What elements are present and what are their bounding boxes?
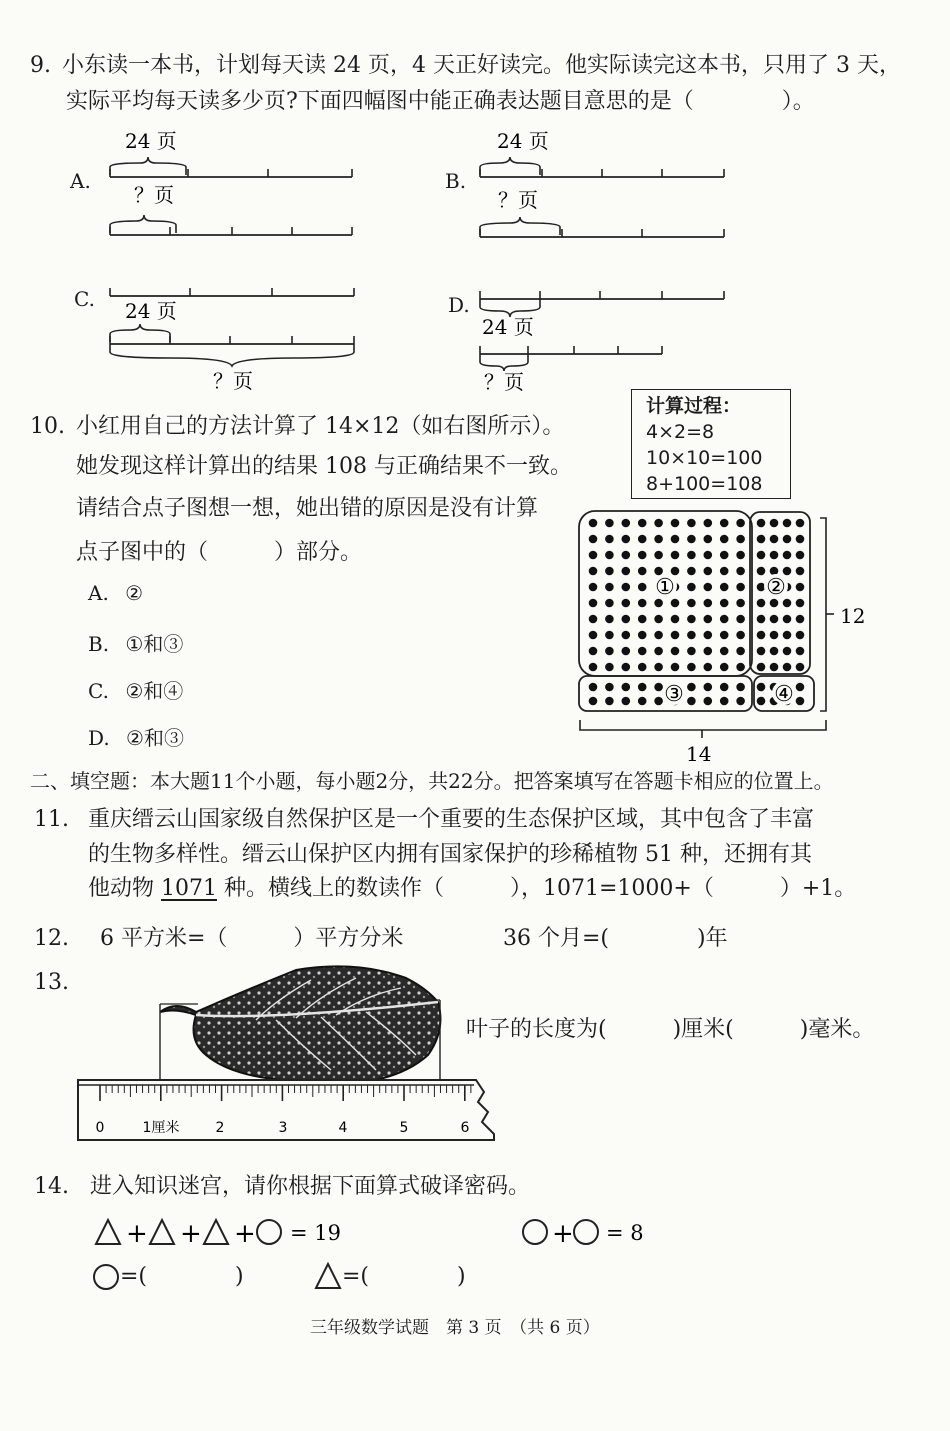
q10-option-a-text: ②: [125, 581, 144, 605]
dot: [796, 615, 805, 624]
calc-process-box: [631, 389, 791, 499]
dot: [589, 583, 598, 592]
q10-text-line1: 小红用自己的方法计算了 14×12（如右图所示）。: [76, 414, 565, 439]
dot: [605, 683, 614, 692]
dot: [638, 647, 647, 656]
dot: [671, 663, 680, 672]
q9-a-top-label: 24 页: [125, 129, 177, 153]
dot: [770, 663, 779, 672]
ruler-label-5: 5: [399, 1120, 409, 1136]
dot: [757, 551, 766, 560]
q14-number: 14.: [34, 1174, 69, 1199]
dot: [654, 663, 663, 672]
dot: [589, 647, 598, 656]
dot: [638, 615, 647, 624]
dot: [605, 697, 614, 706]
dot: [638, 631, 647, 640]
dot: [638, 683, 647, 692]
dot: [589, 683, 598, 692]
dot: [736, 647, 745, 656]
q10-option-c[interactable]: [88, 675, 183, 704]
dot: [687, 551, 696, 560]
dot: [687, 567, 696, 576]
dot: [720, 535, 729, 544]
dot: [720, 551, 729, 560]
calc-line-2: 10×10=100: [646, 447, 763, 469]
dot: [638, 599, 647, 608]
ruler: [78, 1080, 494, 1140]
circle-icon: [257, 1220, 281, 1244]
dot: [796, 551, 805, 560]
dot: [770, 631, 779, 640]
dot: [736, 583, 745, 592]
dot: [736, 683, 745, 692]
dot: [605, 583, 614, 592]
q9-text-line2: 实际平均每天读多少页?下面四幅图中能正确表达题目意思的是（ ）。: [66, 89, 815, 114]
ruler-label-4: 4: [338, 1120, 348, 1136]
dot-array-diagram: [574, 506, 874, 776]
dot: [687, 583, 696, 592]
dot: [796, 697, 805, 706]
q13-question-text: 叶子的长度为( )厘米( )毫米。: [466, 1017, 875, 1042]
q9-number: 9.: [30, 53, 51, 78]
dot: [736, 599, 745, 608]
dot: [770, 551, 779, 560]
answer-circle-icon: [92, 1263, 122, 1293]
q9-option-c-letter[interactable]: C.: [74, 287, 95, 311]
region-3-label: ③: [664, 682, 684, 707]
dot: [757, 583, 766, 592]
dot: [757, 697, 766, 706]
dot: [654, 631, 663, 640]
dot: [622, 647, 631, 656]
triangle-icon: [204, 1220, 228, 1244]
dot: [704, 567, 713, 576]
triangle-icon: [96, 1220, 120, 1244]
dot: [796, 631, 805, 640]
dot: [736, 697, 745, 706]
dot: [770, 647, 779, 656]
ruler-label-6: 6: [460, 1120, 470, 1136]
dot: [622, 631, 631, 640]
plus-sign-4: +: [552, 1219, 574, 1249]
q10-text-line2: 她发现这样计算出的结果 108 与正确结果不一致。: [76, 454, 572, 479]
dot: [605, 567, 614, 576]
leaf-image: [160, 966, 440, 1082]
dot: [589, 551, 598, 560]
dot: [720, 519, 729, 528]
q10-option-d-text: ②和③: [126, 726, 184, 750]
dot: [638, 663, 647, 672]
dot: [638, 519, 647, 528]
q10-option-a[interactable]: [88, 581, 143, 605]
dot: [796, 535, 805, 544]
dot: [783, 551, 792, 560]
q9-d-bottom-label: ？页: [484, 370, 524, 394]
q10-option-d[interactable]: [88, 722, 184, 751]
region-4-label: ④: [774, 682, 794, 707]
q12-part1: 6 平方米=（ ）平方分米: [100, 926, 404, 951]
dot: [796, 567, 805, 576]
dot: [589, 697, 598, 706]
q9-d-top-label: 24 页: [482, 315, 534, 339]
dot: [770, 615, 779, 624]
dot: [736, 663, 745, 672]
dot: [796, 599, 805, 608]
q11-line3-start: 他动物: [88, 876, 161, 901]
dot: [589, 567, 598, 576]
dot: [796, 519, 805, 528]
q10-option-d-letter: D.: [88, 726, 110, 750]
side-12-label: 12: [840, 604, 866, 628]
q13-number: 13.: [34, 970, 69, 995]
q10-option-b-letter: B.: [88, 632, 110, 656]
dot: [757, 663, 766, 672]
q9-b-top-label: 24 页: [497, 129, 549, 153]
q11-text-line3: [88, 875, 856, 903]
eq1-result: = 19: [290, 1221, 341, 1245]
dot: [720, 697, 729, 706]
circle-icon: [574, 1220, 598, 1244]
leaf-ruler-figure: [76, 960, 506, 1145]
dot: [783, 535, 792, 544]
dot: [704, 535, 713, 544]
dot: [589, 615, 598, 624]
dot: [687, 519, 696, 528]
calc-line-3: 8+100=108: [646, 473, 763, 495]
q9-option-a-diagram: [100, 125, 380, 255]
q10-option-c-letter: C.: [88, 679, 109, 703]
dot: [783, 663, 792, 672]
dot: [687, 615, 696, 624]
q12-number: 12.: [34, 926, 69, 951]
q9-c-top-label: 24 页: [125, 299, 177, 323]
q9-c-bottom-label: ？页: [213, 369, 253, 393]
dot: [704, 615, 713, 624]
dot: [654, 551, 663, 560]
q10-text-line3: 请结合点子图想一想，她出错的原因是没有计算: [76, 496, 539, 521]
dot: [622, 535, 631, 544]
dot: [605, 615, 614, 624]
dot: [720, 647, 729, 656]
dot: [783, 567, 792, 576]
dot: [638, 583, 647, 592]
calc-line-1: 4×2=8: [646, 421, 715, 443]
dot: [770, 519, 779, 528]
q14-intro: 进入知识迷宫，请你根据下面算式破译密码。: [90, 1174, 531, 1199]
dot: [622, 663, 631, 672]
dot: [736, 551, 745, 560]
dot: [622, 519, 631, 528]
dot: [605, 663, 614, 672]
dot: [671, 551, 680, 560]
dot: [605, 647, 614, 656]
dot: [770, 535, 779, 544]
region-1-label: ①: [655, 575, 675, 600]
dot: [605, 535, 614, 544]
dot: [638, 697, 647, 706]
dot: [720, 631, 729, 640]
q11-line3-end: 种。横线上的数读作（ ），1071=1000+（ ）+1。: [217, 876, 857, 901]
q11-number: 11.: [34, 807, 69, 832]
dot: [589, 599, 598, 608]
dot: [757, 535, 766, 544]
dot: [622, 551, 631, 560]
ruler-label-0: 0: [95, 1120, 105, 1136]
dot: [687, 683, 696, 692]
q9-option-b-letter[interactable]: B.: [445, 169, 467, 193]
dot: [671, 615, 680, 624]
dot: [622, 583, 631, 592]
dot: [704, 631, 713, 640]
dot: [589, 631, 598, 640]
dot: [654, 615, 663, 624]
dot: [638, 567, 647, 576]
dot: [704, 551, 713, 560]
q11-underlined-number: 1071: [161, 876, 217, 901]
dot: [783, 647, 792, 656]
q9-text-line1: 小东读一本书，计划每天读 24 页，4 天正好读完。他实际读完这本书，只用了 3 天，: [62, 53, 901, 78]
dot: [720, 599, 729, 608]
dot: [720, 663, 729, 672]
ruler-label-1: 1厘米: [142, 1120, 180, 1136]
dot: [757, 615, 766, 624]
q12-part2: 36 个月=( )年: [503, 926, 728, 951]
q10-option-b[interactable]: [88, 628, 183, 657]
dot: [757, 631, 766, 640]
dot: [783, 631, 792, 640]
dot: [757, 567, 766, 576]
dot: [736, 535, 745, 544]
ruler-label-2: 2: [215, 1120, 225, 1136]
dot: [704, 697, 713, 706]
q9-a-bottom-label: ？页: [134, 183, 174, 207]
q11-text-line1: 重庆缙云山国家级自然保护区是一个重要的生态保护区域，其中包含了丰富: [88, 807, 815, 832]
q10-number: 10.: [30, 414, 65, 439]
q10-option-b-text: ①和③: [125, 632, 184, 656]
dot: [654, 535, 663, 544]
page-footer: 三年级数学试题 第 3 页 （共 6 页）: [310, 1318, 600, 1338]
region-2-label: ②: [766, 575, 786, 600]
dot: [704, 583, 713, 592]
dot: [605, 519, 614, 528]
dot: [671, 519, 680, 528]
dot: [704, 599, 713, 608]
dot: [622, 567, 631, 576]
q9-option-d-letter[interactable]: D.: [448, 293, 470, 317]
dot: [671, 647, 680, 656]
dot: [622, 615, 631, 624]
dot: [704, 663, 713, 672]
eq2-result: = 8: [606, 1221, 644, 1245]
bottom-14-label: 14: [686, 742, 712, 766]
triangle-icon: [150, 1220, 174, 1244]
section-2-header: 二、填空题：本大题11个小题，每小题2分，共22分。把答案填写在答题卡相应的位置上。: [30, 769, 834, 793]
dot: [589, 535, 598, 544]
dot: [687, 535, 696, 544]
dot: [736, 631, 745, 640]
dot: [654, 519, 663, 528]
answer-triangle-icon: [314, 1262, 344, 1292]
dot: [589, 519, 598, 528]
q9-option-d-diagram: [470, 285, 740, 395]
dot: [654, 683, 663, 692]
q9-option-b-diagram: [470, 125, 730, 255]
dot: [720, 567, 729, 576]
q9-option-a-letter[interactable]: A.: [70, 169, 91, 193]
dot: [589, 663, 598, 672]
dot: [757, 599, 766, 608]
dot: [687, 631, 696, 640]
dot: [757, 519, 766, 528]
q9-b-bottom-label: ？页: [498, 188, 538, 212]
dot: [720, 583, 729, 592]
dot: [796, 663, 805, 672]
dot: [757, 683, 766, 692]
dot: [687, 697, 696, 706]
dot: [757, 647, 766, 656]
dot: [622, 697, 631, 706]
dot: [704, 683, 713, 692]
dot: [654, 697, 663, 706]
q14-equation-2: [520, 1212, 720, 1252]
dot: [796, 647, 805, 656]
dot: [704, 519, 713, 528]
dot: [687, 647, 696, 656]
circle-icon: [523, 1220, 547, 1244]
dot: [704, 647, 713, 656]
dot: [783, 519, 792, 528]
dot: [671, 631, 680, 640]
dot: [736, 567, 745, 576]
dot: [671, 567, 680, 576]
dot: [770, 567, 779, 576]
q11-text-line2: 的生物多样性。缙云山保护区内拥有国家保护的珍稀植物 51 种，还拥有其: [88, 842, 812, 867]
dot: [605, 599, 614, 608]
dot: [654, 567, 663, 576]
dot: [783, 615, 792, 624]
dot: [622, 683, 631, 692]
plus-sign-1: +: [126, 1219, 148, 1249]
ruler-label-3: 3: [278, 1120, 288, 1136]
calc-title: 计算过程：: [646, 395, 742, 417]
dot: [736, 519, 745, 528]
dot: [796, 583, 805, 592]
dot: [605, 631, 614, 640]
dot: [796, 683, 805, 692]
dot: [671, 535, 680, 544]
dot: [720, 615, 729, 624]
dot: [622, 599, 631, 608]
plus-sign-3: +: [234, 1219, 256, 1249]
q10-option-c-text: ②和④: [125, 679, 184, 703]
q10-option-a-letter: A.: [88, 581, 109, 605]
plus-sign-2: +: [180, 1219, 202, 1249]
dot: [736, 615, 745, 624]
q10-text-line4: 点子图中的（ ）部分。: [76, 540, 363, 565]
answer-circle-blank[interactable]: =( ): [120, 1264, 244, 1289]
dot: [638, 535, 647, 544]
dot: [687, 663, 696, 672]
q9-option-c-diagram: [100, 282, 380, 392]
dot: [687, 599, 696, 608]
q14-equation-1: [94, 1212, 494, 1252]
dot: [638, 551, 647, 560]
answer-triangle-blank[interactable]: =( ): [342, 1264, 466, 1289]
dot: [654, 647, 663, 656]
dot: [720, 683, 729, 692]
dot: [605, 551, 614, 560]
